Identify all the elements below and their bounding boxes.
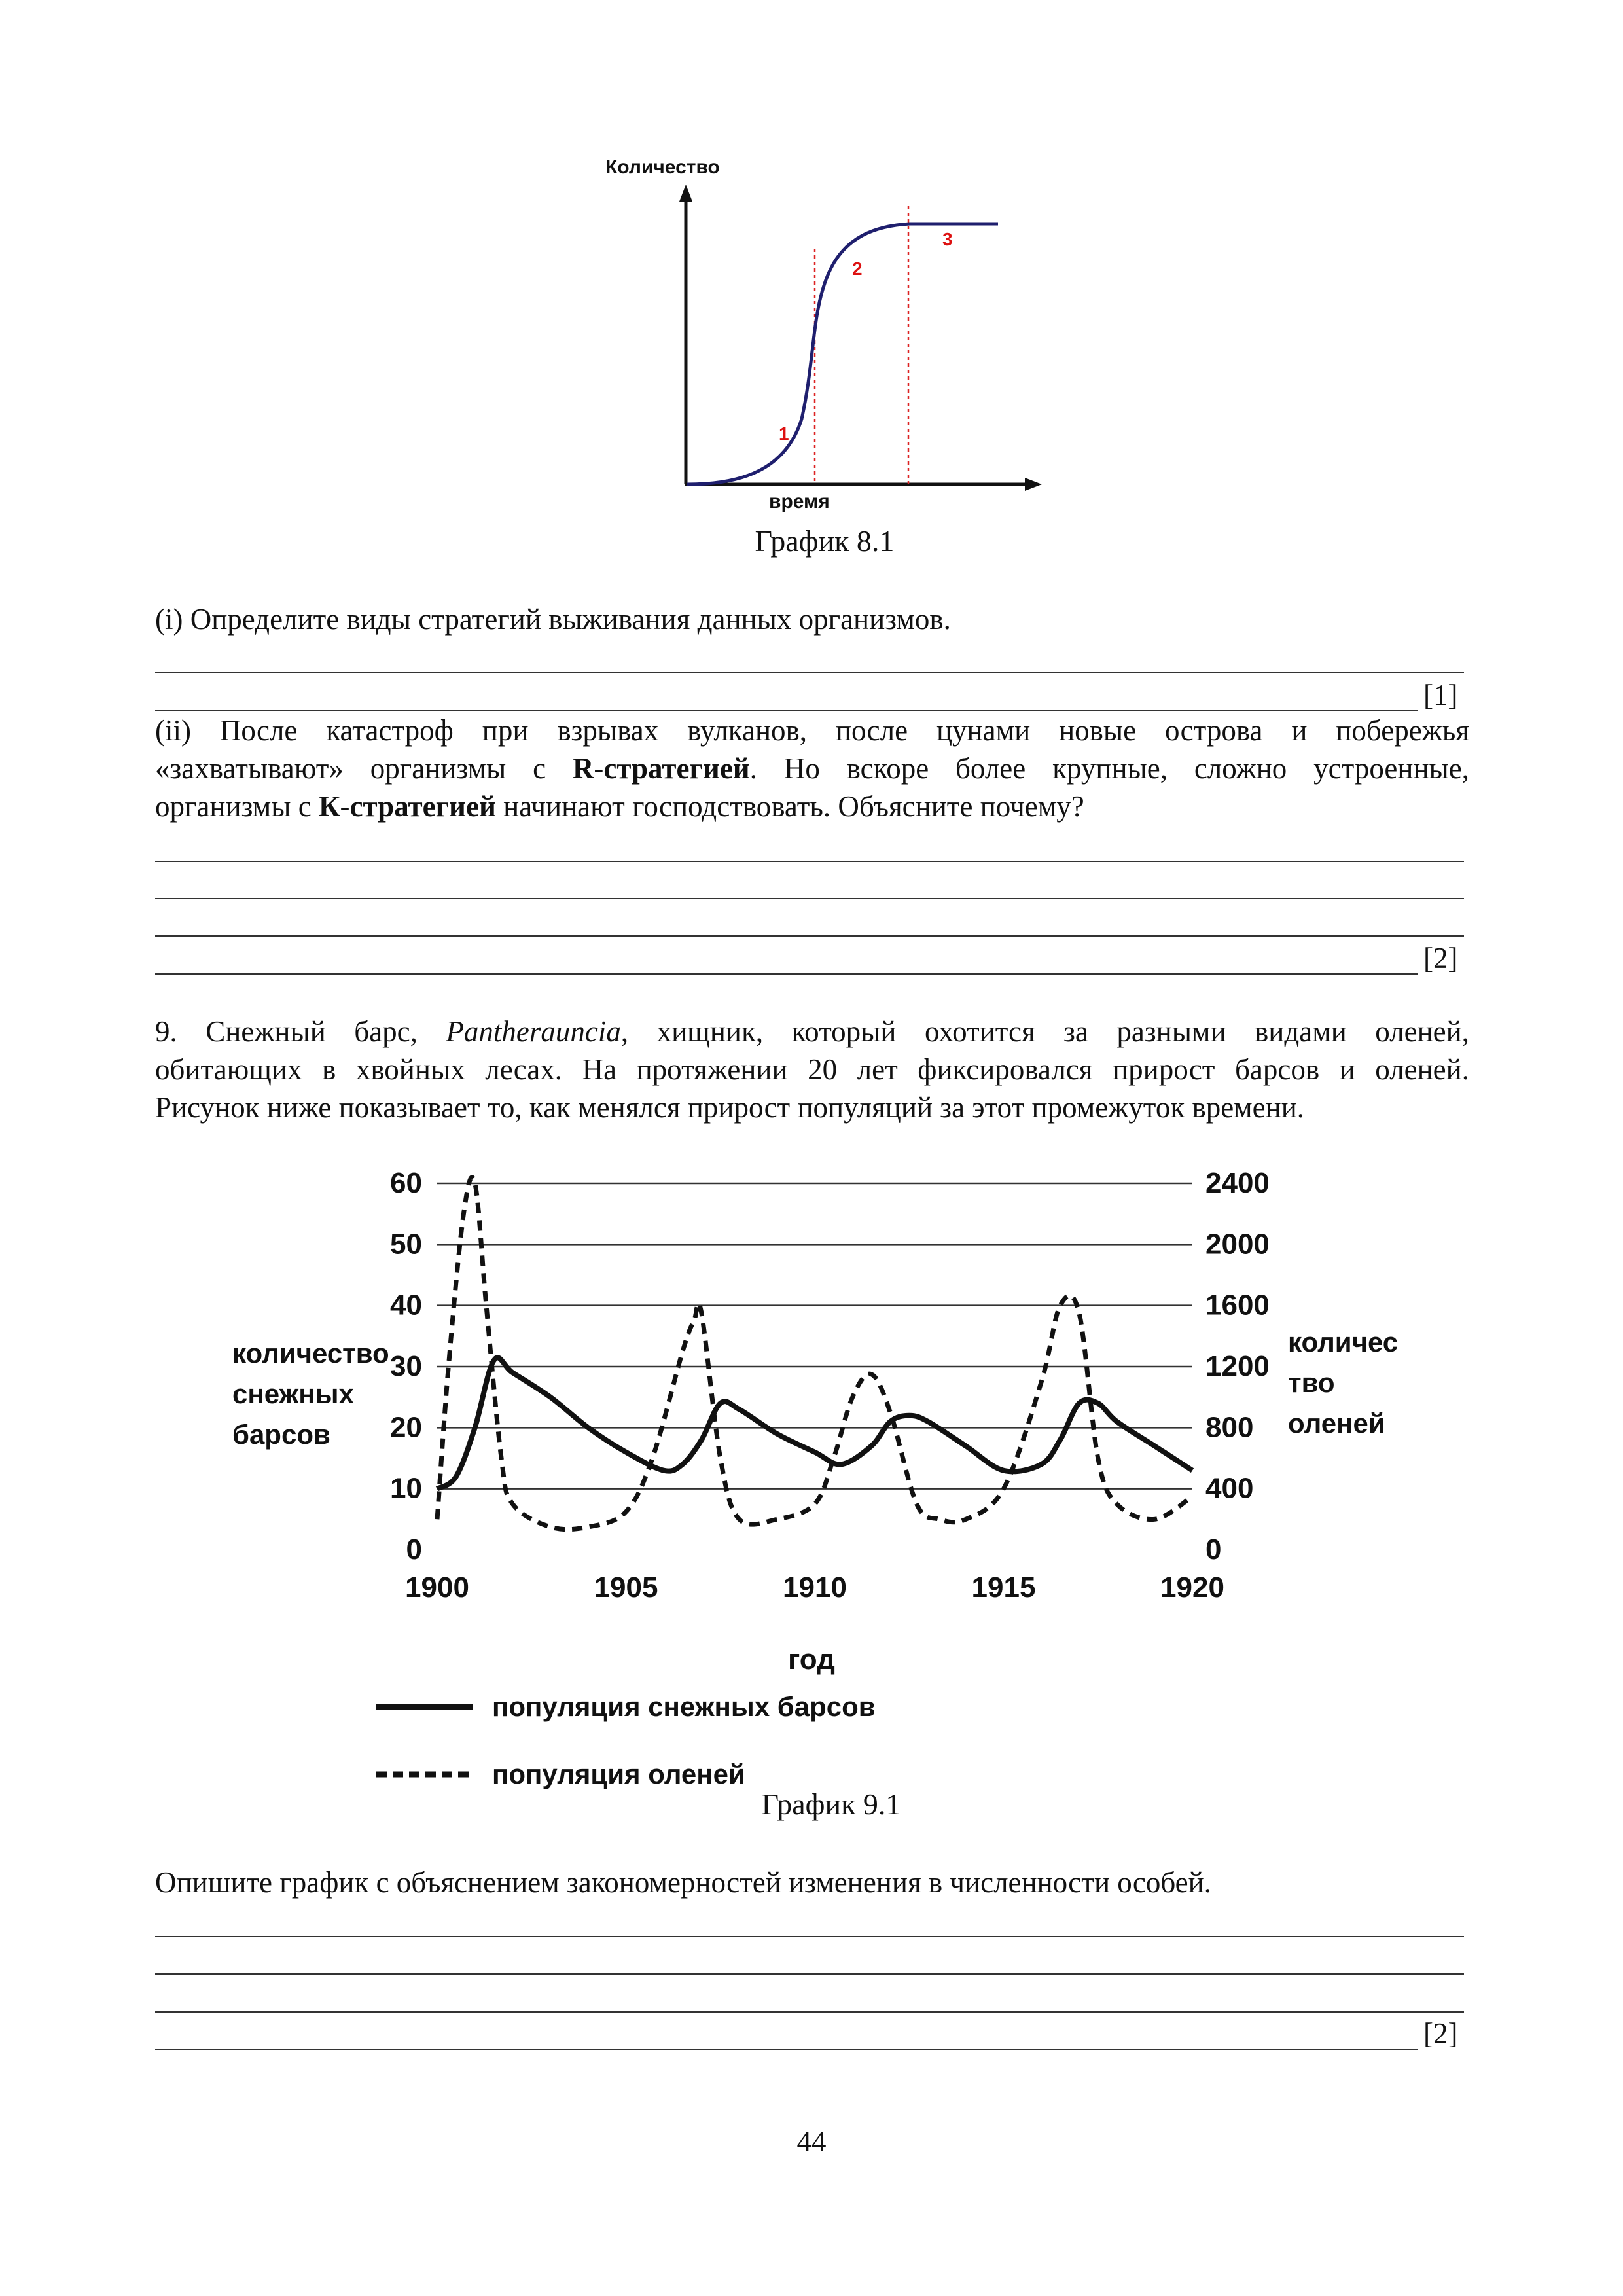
x-tick-label: 1910 xyxy=(783,1571,847,1604)
answer-line[interactable] xyxy=(155,861,1464,862)
answer-line[interactable] xyxy=(155,710,1418,711)
right-tick-label: 1200 xyxy=(1205,1350,1270,1382)
left-axis-label: барсов xyxy=(232,1419,330,1450)
snow-leopard-population-line xyxy=(437,1357,1192,1488)
right-tick-label: 2400 xyxy=(1205,1167,1270,1199)
right-axis-label: тво xyxy=(1288,1367,1335,1398)
x-tick-label: 1905 xyxy=(594,1571,658,1604)
q8-ii-line-2-c: . Но вскоре более крупные, сложно устроенные, xyxy=(749,752,1469,785)
answer-line[interactable] xyxy=(155,973,1418,975)
q8-ii-line-3-a: организмы с xyxy=(155,790,319,823)
right-tick-label: 1600 xyxy=(1205,1289,1270,1321)
species-name: Pantherauncia xyxy=(446,1015,621,1048)
graph-8-1-y-label: Количество xyxy=(605,156,720,178)
answer-line[interactable] xyxy=(155,935,1464,937)
left-tick-label: 60 xyxy=(390,1167,422,1199)
right-tick-label: 800 xyxy=(1205,1411,1254,1444)
q8-i-text: (i) Определите виды стратегий выживания данных организмов. xyxy=(155,603,951,636)
right-tick-label: 0 xyxy=(1205,1534,1222,1566)
q9-line-2: обитающих в хвойных лесах. На протяжении 20 лет фиксировался прирост барсов и оленей. xyxy=(155,1053,1469,1086)
q9-line-3: Рисунок ниже показывает то, как менялся прирост популяций за этот промежуток времени. xyxy=(155,1091,1305,1124)
q8-ii-line-2 xyxy=(155,750,1469,787)
right-axis-label: оленей xyxy=(1288,1408,1385,1439)
q8-ii-line-3-c: начинают господствовать. Объясните почему? xyxy=(495,790,1084,823)
q9-line-1-a: 9. Снежный барс, xyxy=(155,1015,446,1048)
q9-mark: [2] xyxy=(1423,2017,1458,2050)
graph-9-1-caption: График 9.1 xyxy=(761,1787,901,1821)
r-strategy-term: R-стратегией xyxy=(572,752,750,785)
x-axis-label: год xyxy=(788,1643,835,1676)
x-tick-label: 1900 xyxy=(405,1571,469,1604)
left-axis-label: снежных xyxy=(232,1378,354,1409)
answer-line[interactable] xyxy=(155,672,1464,673)
deer-population-line xyxy=(437,1177,1192,1530)
right-tick-label: 400 xyxy=(1205,1472,1254,1505)
q8-ii-line-3 xyxy=(155,788,1469,825)
k-strategy-term: К-стратегией xyxy=(318,790,496,823)
left-tick-label: 20 xyxy=(390,1411,422,1444)
left-tick-label: 50 xyxy=(390,1228,422,1261)
answer-line[interactable] xyxy=(155,1936,1464,1937)
answer-line[interactable] xyxy=(155,2049,1418,2050)
answer-line[interactable] xyxy=(155,2011,1464,2013)
graph-8-1-caption: График 8.1 xyxy=(755,524,895,558)
graph-8-1-phase-label-2: 2 xyxy=(852,259,863,279)
graph-9-1-chart xyxy=(0,1152,1623,1793)
graph-8-1 xyxy=(589,144,1060,524)
right-axis-label: количес xyxy=(1288,1327,1399,1357)
page-number: 44 xyxy=(796,2125,827,2158)
left-tick-label: 40 xyxy=(390,1289,422,1321)
graph-8-1-y-arrow xyxy=(679,185,692,202)
graph-8-1-phase-label-1: 1 xyxy=(779,423,789,444)
graph-8-1-x-arrow xyxy=(1025,478,1042,491)
q8-ii-mark: [2] xyxy=(1423,942,1458,975)
left-tick-label: 0 xyxy=(406,1534,422,1566)
graph-8-1-phase-label-3: 3 xyxy=(942,229,953,249)
graph-8-1-x-label: время xyxy=(769,491,830,512)
left-tick-label: 30 xyxy=(390,1350,422,1382)
q9-line-1-c: , хищник, который охотится за разными видами оленей, xyxy=(620,1015,1469,1048)
left-axis-label: количество xyxy=(232,1338,389,1369)
legend-label: популяция снежных барсов xyxy=(492,1691,876,1722)
q9-question: Опишите график с объяснением закономерностей изменения в численности особей. xyxy=(155,1866,1211,1899)
left-tick-label: 10 xyxy=(390,1472,422,1505)
x-tick-label: 1920 xyxy=(1160,1571,1224,1604)
q9-line-1 xyxy=(155,1013,1469,1050)
legend-label: популяция оленей xyxy=(492,1759,745,1789)
q8-i-mark: [1] xyxy=(1423,679,1458,711)
x-tick-label: 1915 xyxy=(971,1571,1036,1604)
answer-line[interactable] xyxy=(155,898,1464,899)
q8-ii-line-1: (ii) После катастроф при взрывах вулканов, после цунами новые острова и побережья xyxy=(155,714,1469,747)
q8-ii-line-2-a: «захватывают» организмы с xyxy=(155,752,573,785)
answer-line[interactable] xyxy=(155,1973,1464,1975)
graph-8-1-growth-curve xyxy=(687,224,998,484)
right-tick-label: 2000 xyxy=(1205,1228,1270,1261)
